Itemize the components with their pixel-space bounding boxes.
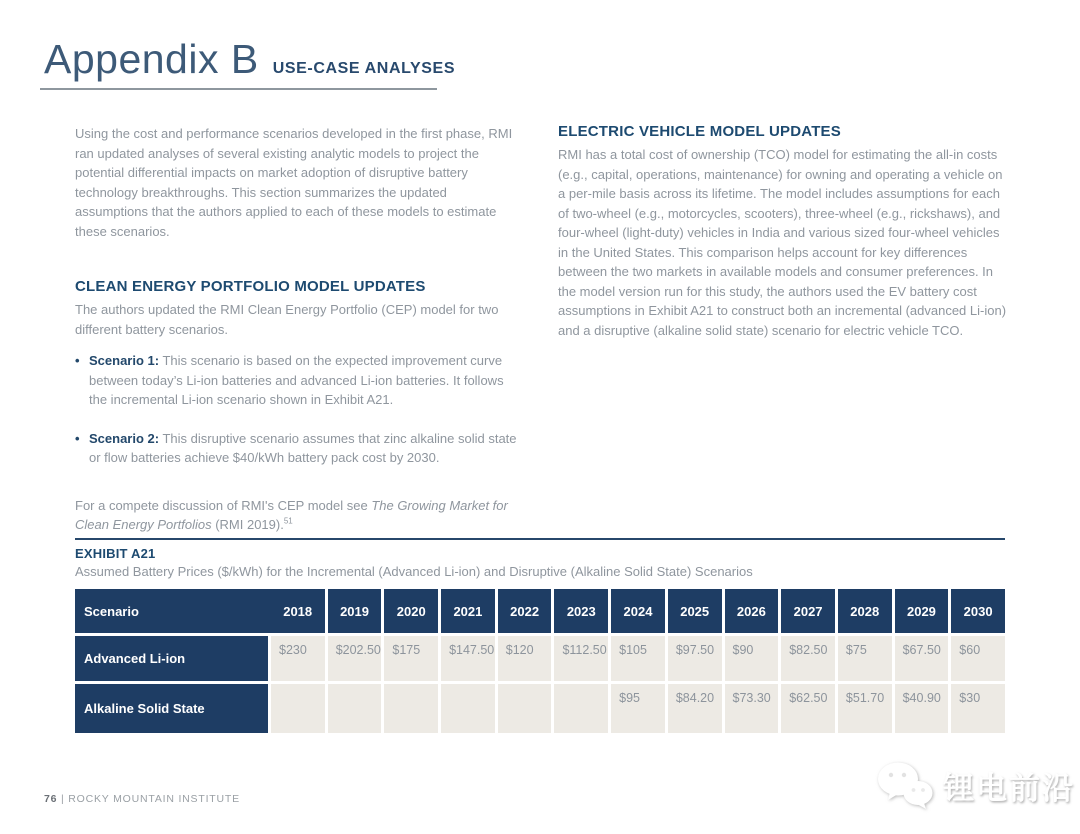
- appendix-title: Appendix B: [44, 36, 259, 82]
- exhibit-a21: [75, 538, 1005, 733]
- exhibit-divider: [75, 538, 1005, 540]
- exhibit-label: EXHIBIT A21: [75, 546, 156, 561]
- ev-body-paragraph: RMI has a total cost of ownership (TCO) model for estimating the all-in costs (e.g., capital, operations, maintenance) for owning and operating a vehicle on a per-mile basis across its lifetime. The model includes assumptions for each of two-wheel (e.g., motorcycles, scooters), three-wheel (e.g., rickshaws), and four-wheel (light-duty) vehicles in India and various sized four-wheel vehicles in the United States. This comparison helps account for key differences between the two markets in available models and consumer preferences. In the model version run for this study, the authors used the EV battery cost assumptions in Exhibit A21 to construct both an incremental (advanced Li-ion) and a disruptive (alkaline solid state) scenario for electric vehicle TCO.: [558, 147, 1007, 338]
- table-cell: [498, 684, 552, 733]
- scenario-2-text: [89, 429, 523, 468]
- intro-paragraph: Using the cost and performance scenarios developed in the first phase, RMI ran updated analyses of several existing analytic models to project the potential differential impacts on market adoption of disruptive battery technology breakthroughs. This section summarizes the updated assumptions that the authors applied to each of these models to estimate these scenarios.: [75, 126, 513, 239]
- table-cell: $202.50: [328, 636, 382, 681]
- page-title: [44, 36, 455, 83]
- header-scenario-label: Scenario: [84, 603, 139, 619]
- scenario-1-label: Scenario 1:: [89, 353, 160, 368]
- closing-suffix: (RMI 2019).: [211, 517, 284, 532]
- scenario-1-body: This scenario is based on the expected improvement curve between today’s Li-ion batteries and advanced Li-ion batteries. It follows the incremental Li-ion scenario shown in Exhibit A21.: [89, 353, 504, 407]
- scenario-2-bullet: [75, 429, 523, 468]
- header-year-2021: 2021: [441, 589, 495, 633]
- table-cell: $175: [384, 636, 438, 681]
- scenario-1-bullet: [75, 351, 523, 410]
- closing-prefix: For a compete discussion of RMI's CEP model see: [75, 497, 372, 513]
- table-cell: [271, 684, 325, 733]
- battery-price-table: [75, 589, 1005, 733]
- footer-separator: |: [61, 793, 69, 805]
- cep-intro-paragraph: The authors updated the RMI Clean Energy Portfolio (CEP) model for two different battery scenarios.: [75, 302, 499, 337]
- page-footer: [44, 793, 240, 805]
- header-year-2026: 2026: [725, 589, 779, 633]
- header-year-2025: 2025: [668, 589, 722, 633]
- table-cell: $75: [838, 636, 892, 681]
- row-label-alkaline-solid-state: Alkaline Solid State: [75, 684, 268, 733]
- cep-closing-paragraph: [75, 496, 523, 535]
- watermark: [876, 760, 1075, 810]
- header-year-2020: 2020: [384, 589, 438, 633]
- table-cell: $97.50: [668, 636, 722, 681]
- table-cell: $147.50: [441, 636, 495, 681]
- table-cell: $95: [611, 684, 665, 733]
- ev-section-heading: ELECTRIC VEHICLE MODEL UPDATES: [558, 123, 841, 140]
- page-number: 76: [44, 793, 58, 805]
- closing-reference-title: The Growing Market for Clean Energy Portfolios: [75, 497, 508, 532]
- footnote-marker: 51: [283, 516, 293, 526]
- table-cell: $230: [271, 636, 325, 681]
- table-cell: $30: [951, 684, 1005, 733]
- row-label-advanced-li-ion: Advanced Li-ion: [75, 636, 268, 681]
- watermark-text: 锂电前沿: [943, 770, 1075, 807]
- right-column: [558, 122, 1013, 340]
- header-year-2029: 2029: [895, 589, 949, 633]
- table-cell: $90: [725, 636, 779, 681]
- wechat-icon: [876, 760, 934, 810]
- table-cell: $67.50: [895, 636, 949, 681]
- header-year-2027: 2027: [781, 589, 835, 633]
- header-year-2018: 2018: [283, 603, 313, 619]
- header-year-2023: 2023: [554, 589, 608, 633]
- header-year-2024: 2024: [611, 589, 665, 633]
- table-cell: $112.50: [554, 636, 608, 681]
- table-cell: [554, 684, 608, 733]
- table-cell: [384, 684, 438, 733]
- header-year-2022: 2022: [498, 589, 552, 633]
- table-cell: $73.30: [725, 684, 779, 733]
- header-year-2019: 2019: [328, 589, 382, 633]
- scenario-2-body: This disruptive scenario assumes that zinc alkaline solid state or flow batteries achieve $40/kWh battery pack cost by 2030.: [89, 430, 517, 465]
- table-header-scenario: [75, 589, 325, 633]
- exhibit-caption: Assumed Battery Prices ($/kWh) for the Incremental (Advanced Li-ion) and Disruptive (Alkaline Solid State) Scenarios: [75, 564, 753, 579]
- table-cell: $62.50: [781, 684, 835, 733]
- table-cell: [441, 684, 495, 733]
- table-cell: $84.20: [668, 684, 722, 733]
- header-year-2030: 2030: [951, 589, 1005, 633]
- table-cell: [328, 684, 382, 733]
- table-cell: $51.70: [838, 684, 892, 733]
- bullet-icon: •: [75, 430, 80, 446]
- table-cell: $40.90: [895, 684, 949, 733]
- cep-section-heading: CLEAN ENERGY PORTFOLIO MODEL UPDATES: [75, 278, 426, 295]
- title-divider: [40, 88, 437, 90]
- table-cell: $60: [951, 636, 1005, 681]
- scenario-1-text: [89, 351, 523, 410]
- table-cell: $82.50: [781, 636, 835, 681]
- table-cell: $105: [611, 636, 665, 681]
- header-year-2028: 2028: [838, 589, 892, 633]
- appendix-subtitle: USE-CASE ANALYSES: [272, 60, 456, 77]
- table-cell: $120: [498, 636, 552, 681]
- footer-org: ROCKY MOUNTAIN INSTITUTE: [68, 793, 240, 805]
- left-column: [75, 124, 523, 535]
- bullet-icon: •: [75, 353, 80, 368]
- scenario-2-label: Scenario 2:: [89, 430, 160, 446]
